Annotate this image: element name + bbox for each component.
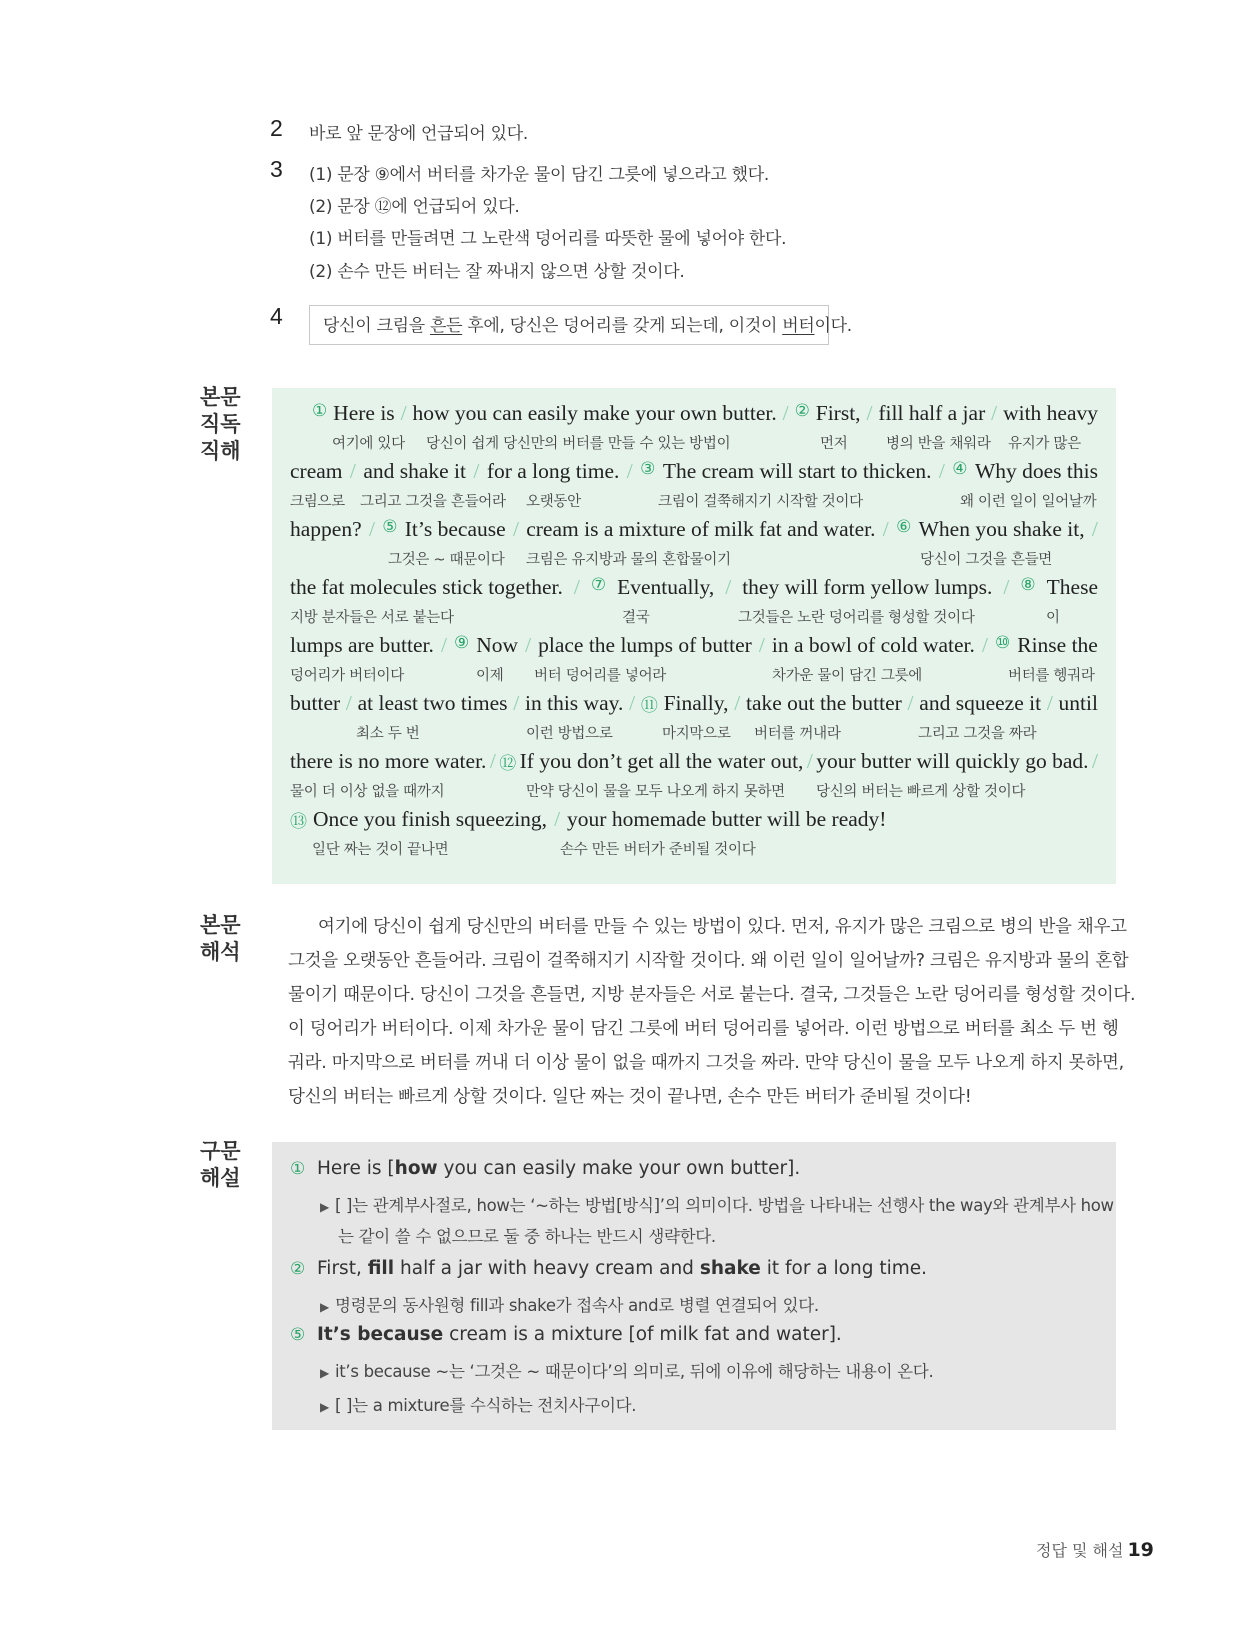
translation-text: 그것을 오랫동안 흔들어라. 크림이 걸쭉해지기 시작할 것이다. 왜 이런 일이 일어날까? 크림은 유지방과 물의 혼합 xyxy=(288,951,1129,971)
arrow-icon: ▶ xyxy=(320,1400,329,1414)
page-number: 19 xyxy=(1127,1539,1154,1561)
gloss: 지방 분자들은 서로 붙는다 xyxy=(290,610,454,626)
syntax-text: First, xyxy=(317,1258,368,1279)
syntax-text: cream is a mixture [of milk fat and water]. xyxy=(443,1324,842,1345)
gloss: 마지막으로 xyxy=(662,726,731,742)
chunk: fill half a jar xyxy=(878,401,986,425)
sentence-number: ② xyxy=(290,1259,306,1279)
gloss: 결국 xyxy=(622,610,650,626)
syntax-text: half a jar with heavy cream and xyxy=(394,1258,700,1279)
slash: / xyxy=(782,401,789,425)
gloss: 당신이 그것을 흔들면 xyxy=(920,552,1052,568)
label-line: 해석 xyxy=(200,940,241,964)
chunk: Eventually, xyxy=(617,575,715,599)
chunk: in this way. xyxy=(525,691,624,715)
sentence-number: ⑦ xyxy=(590,575,607,595)
translation-line-2 xyxy=(288,947,1129,972)
sentence-number: ⑤ xyxy=(290,1325,306,1345)
syntax-box xyxy=(272,1142,1116,1430)
sentence-number: ② xyxy=(794,401,810,421)
gloss: 물이 더 이상 없을 때까지 xyxy=(290,784,445,800)
gloss: 유지가 많은 xyxy=(1008,436,1081,452)
syntax-item-2 xyxy=(290,1258,927,1279)
gloss: 손수 만든 버터가 준비될 것이다 xyxy=(560,842,756,858)
slash: / xyxy=(1091,517,1098,541)
gloss: 크림은 유지방과 물의 혼합물이기 xyxy=(526,552,731,568)
gloss: 이 xyxy=(1046,610,1060,626)
sentence-number: ⑥ xyxy=(896,517,912,537)
gloss: 차가운 물이 담긴 그릇에 xyxy=(772,668,922,684)
answer-4-underline-1: 흔든 xyxy=(429,316,463,336)
chunk: they will form yellow lumps. xyxy=(742,575,993,599)
slash: / xyxy=(489,749,496,773)
slash: / xyxy=(1046,691,1053,715)
translation-line-6 xyxy=(288,1083,1098,1108)
chunk: at least two times xyxy=(357,691,508,715)
syntax-item-1 xyxy=(290,1158,800,1179)
chunk: and squeeze it xyxy=(919,691,1042,715)
gloss: 버터 덩어리를 넣어라 xyxy=(534,668,666,684)
chunk: Once you finish squeezing, xyxy=(313,807,548,831)
gloss: 최소 두 번 xyxy=(356,726,420,742)
gloss: 만약 당신이 물을 모두 나오게 하지 못하면 xyxy=(526,784,785,800)
sentence-number: ⑤ xyxy=(382,517,398,537)
sentence-number: ⑬ xyxy=(290,812,307,832)
gloss: 오랫동안 xyxy=(526,494,581,510)
answer-4-text-mid: 후에, 당신은 덩어리를 갖게 되는데, 이것이 xyxy=(462,316,783,336)
translation-line-5 xyxy=(288,1049,1124,1074)
answer-3-line-2: (2) 문장 ⑫에 언급되어 있다. xyxy=(309,197,520,217)
sentence-number: ⑩ xyxy=(994,633,1011,653)
reading-line-8 xyxy=(290,807,1098,832)
syntax-note-cont xyxy=(338,1223,716,1247)
chunk: your homemade butter will be ready! xyxy=(567,807,887,831)
chunk: Rinse the xyxy=(1017,633,1098,657)
syntax-bold: fill xyxy=(367,1258,395,1279)
slash: / xyxy=(758,633,765,657)
gloss: 먼저 xyxy=(820,436,848,452)
slash: / xyxy=(554,807,561,831)
gloss: 당신이 쉽게 당신만의 버터를 만들 수 있는 방법이 xyxy=(426,436,731,452)
chunk: take out the butter xyxy=(745,691,902,715)
gloss: 그리고 그것을 짜라 xyxy=(918,726,1037,742)
slash: / xyxy=(725,575,732,599)
chunk: When you shake it, xyxy=(918,517,1085,541)
translation-text: 물이기 때문이다. 당신이 그것을 흔들면, 지방 분자들은 서로 붙는다. 결국, 그것들은 노란 덩어리를 형성할 것이다. xyxy=(288,985,1136,1005)
reading-line-6 xyxy=(290,691,1098,716)
slash: / xyxy=(882,517,889,541)
slash: / xyxy=(938,459,945,483)
syntax-text: you can easily make your own butter]. xyxy=(437,1158,801,1179)
arrow-icon: ▶ xyxy=(320,1366,329,1380)
gloss: 덩어리가 버터이다 xyxy=(290,668,404,684)
chunk: cream xyxy=(290,459,343,483)
chunk: butter xyxy=(290,691,341,715)
sentence-number: ⑪ xyxy=(640,696,658,716)
sentence-number: ⑨ xyxy=(453,633,470,653)
translation-text: 궈라. 마지막으로 버터를 꺼내 더 이상 물이 없을 때까지 그것을 짜라. 만약 당신이 물을 모두 나오게 하지 못하면, xyxy=(288,1053,1124,1073)
answer-3-line-4: (2) 손수 만든 버터는 잘 짜내지 않으면 상할 것이다. xyxy=(309,262,685,282)
chunk: in a bowl of cold water. xyxy=(771,633,975,657)
reading-line-7 xyxy=(290,749,1098,774)
gloss: 버터를 꺼내라 xyxy=(754,726,841,742)
slash: / xyxy=(473,459,480,483)
syntax-bold: It’s because xyxy=(317,1324,444,1345)
answer-4-underline-2: 버터 xyxy=(782,316,815,336)
chunk: First, xyxy=(815,401,861,425)
slash: / xyxy=(734,691,741,715)
section-label-translation xyxy=(200,912,250,966)
sentence-number: ④ xyxy=(952,459,968,479)
chunk: lumps are butter. xyxy=(290,633,434,657)
note-text: 명령문의 동사원형 fill과 shake가 접속사 and로 병렬 연결되어 있다. xyxy=(334,1296,819,1315)
slash: / xyxy=(629,691,636,715)
slash: / xyxy=(345,691,352,715)
syntax-text: it for a long time. xyxy=(760,1258,928,1279)
answer-number-4: 4 xyxy=(270,303,283,329)
syntax-note xyxy=(320,1358,933,1382)
arrow-icon: ▶ xyxy=(320,1300,329,1314)
chunk: the fat molecules stick together. xyxy=(290,575,563,599)
slash: / xyxy=(806,749,813,773)
syntax-bold: how xyxy=(394,1158,438,1179)
direct-reading-box xyxy=(272,388,1116,884)
slash: / xyxy=(440,633,447,657)
chunk: Now xyxy=(476,633,519,657)
slash: / xyxy=(1091,749,1098,773)
label-line: 본문 xyxy=(200,913,241,937)
chunk: Here is xyxy=(333,401,395,425)
gloss: 일단 짜는 것이 끝나면 xyxy=(312,842,449,858)
syntax-bold: shake xyxy=(699,1258,761,1279)
chunk: and shake it xyxy=(363,459,467,483)
reading-line-4 xyxy=(290,575,1098,600)
chunk: If you don’t get all the water out, xyxy=(519,749,804,773)
slash: / xyxy=(626,459,633,483)
reading-line-1 xyxy=(312,401,1098,426)
chunk: your butter will quickly go bad. xyxy=(816,749,1089,773)
section-label-syntax xyxy=(200,1138,250,1192)
page-footer xyxy=(1036,1538,1154,1561)
chunk: The cream will start to thicken. xyxy=(662,459,932,483)
footer-label: 정답 및 해설 xyxy=(1036,1541,1124,1560)
gloss: 크림이 걸쭉해지기 시작할 것이다 xyxy=(658,494,863,510)
chunk: place the lumps of butter xyxy=(538,633,752,657)
slash: / xyxy=(513,691,520,715)
chunk: until xyxy=(1058,691,1098,715)
gloss: 이제 xyxy=(476,668,504,684)
translation-text: 이 덩어리가 버터이다. 이제 차가운 물이 담긴 그릇에 버터 덩어리를 넣어라. 이런 방법으로 버터를 최소 두 번 헹 xyxy=(288,1019,1119,1039)
chunk: how you can easily make your own butter. xyxy=(412,401,777,425)
reading-line-3 xyxy=(290,517,1098,542)
syntax-note xyxy=(320,1392,636,1416)
gloss: 그것은 ~ 때문이다 xyxy=(388,552,505,568)
label-line: 직독 xyxy=(200,412,241,436)
translation-line-3 xyxy=(288,981,1136,1006)
slash: / xyxy=(525,633,532,657)
slash: / xyxy=(368,517,375,541)
answer-4-text-end: 이다. xyxy=(814,316,852,336)
note-text: [ ]는 관계부사절로, how는 ‘~하는 방법[방식]’의 의미이다. 방법을 나타내는 선행사 the way와 관계부사 how xyxy=(334,1196,1114,1215)
section-label-direct xyxy=(200,384,250,465)
sentence-number: ① xyxy=(290,1159,306,1179)
translation-text: 당신의 버터는 빠르게 상할 것이다. 일단 짜는 것이 끝나면, 손수 만든 버터가 준비될 것이다! xyxy=(288,1087,972,1107)
slash: / xyxy=(573,575,580,599)
chunk: there is no more water. xyxy=(290,749,487,773)
label-line: 해설 xyxy=(200,1166,241,1190)
translation-text: 여기에 당신이 쉽게 당신만의 버터를 만들 수 있는 방법이 있다. 먼저, 유지가 많은 크림으로 병의 반을 채우고 xyxy=(318,917,1127,937)
slash: / xyxy=(400,401,407,425)
gloss: 왜 이런 일이 일어날까 xyxy=(960,494,1097,510)
slash: / xyxy=(512,517,519,541)
sentence-number: ① xyxy=(312,401,328,421)
answer-3-line-3: (1) 버터를 만들려면 그 노란색 덩어리를 따뜻한 물에 넣어야 한다. xyxy=(309,229,787,249)
slash: / xyxy=(981,633,988,657)
answer-2-text: 바로 앞 문장에 언급되어 있다. xyxy=(309,124,528,144)
gloss: 그리고 그것을 흔들어라 xyxy=(360,494,506,510)
gloss: 여기에 있다 xyxy=(332,436,405,452)
syntax-note xyxy=(320,1292,819,1316)
reading-line-2 xyxy=(290,459,1098,484)
chunk: Finally, xyxy=(663,691,729,715)
sentence-number: ③ xyxy=(640,459,656,479)
chunk: with heavy xyxy=(1003,401,1098,425)
chunk: These xyxy=(1046,575,1098,599)
syntax-note xyxy=(320,1192,1114,1216)
arrow-icon: ▶ xyxy=(320,1200,329,1214)
answer-number-3: 3 xyxy=(270,156,283,182)
gloss: 크림으로 xyxy=(290,494,345,510)
chunk: It’s because xyxy=(404,517,506,541)
gloss: 당신의 버터는 빠르게 상할 것이다 xyxy=(816,784,1026,800)
slash: / xyxy=(349,459,356,483)
chunk: Why does this xyxy=(974,459,1098,483)
gloss: 버터를 헹궈라 xyxy=(1008,668,1095,684)
label-line: 구문 xyxy=(200,1139,241,1163)
reading-line-5 xyxy=(290,633,1098,658)
answer-3-line-1: (1) 문장 ⑨에서 버터를 차가운 물이 담긴 그릇에 넣으라고 했다. xyxy=(309,165,769,185)
note-text: it’s because ~는 ‘그것은 ~ 때문이다’의 의미로, 뒤에 이유에 해당하는 내용이 온다. xyxy=(334,1362,934,1381)
sentence-number: ⑧ xyxy=(1020,575,1036,595)
answer-number-2: 2 xyxy=(270,115,283,141)
slash: / xyxy=(991,401,998,425)
answer-4-text: 당신이 크림을 xyxy=(323,316,430,336)
gloss: 그것들은 노란 덩어리를 형성할 것이다 xyxy=(738,610,975,626)
label-line: 직해 xyxy=(200,439,241,463)
slash: / xyxy=(907,691,914,715)
label-line: 본문 xyxy=(200,385,241,409)
slash: / xyxy=(866,401,873,425)
note-text: 는 같이 쓸 수 없으므로 둘 중 하나는 반드시 생략한다. xyxy=(338,1227,716,1246)
translation-line-4 xyxy=(288,1015,1119,1040)
note-text: [ ]는 a mixture를 수식하는 전치사구이다. xyxy=(334,1396,637,1415)
answer-4-box xyxy=(309,305,852,345)
chunk: happen? xyxy=(290,517,362,541)
gloss: 이런 방법으로 xyxy=(526,726,613,742)
gloss: 병의 반을 채워라 xyxy=(886,436,991,452)
sentence-number: ⑫ xyxy=(499,754,517,774)
translation-line-1 xyxy=(288,913,1127,938)
chunk: cream is a mixture of milk fat and water. xyxy=(526,517,876,541)
chunk: for a long time. xyxy=(486,459,620,483)
syntax-item-5 xyxy=(290,1324,842,1345)
syntax-text: Here is [ xyxy=(317,1158,395,1179)
slash: / xyxy=(1003,575,1010,599)
